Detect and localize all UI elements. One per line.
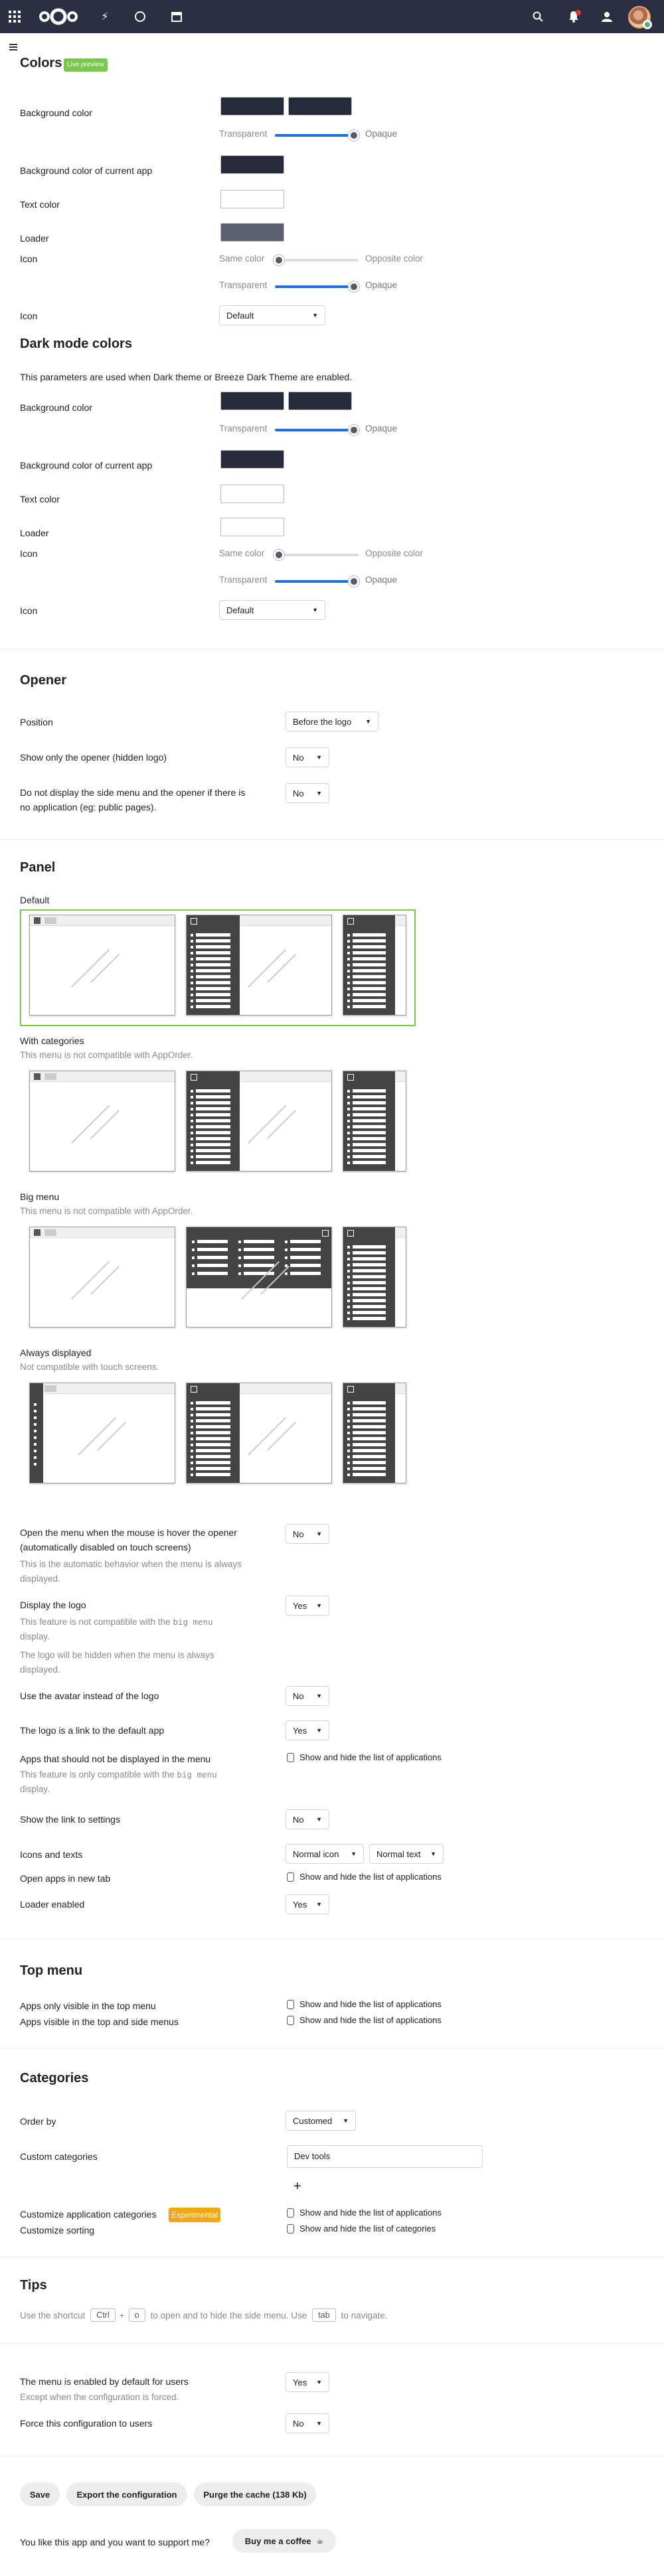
- notifications-bell-icon[interactable]: [566, 9, 582, 25]
- order-by-label: Order by: [20, 2116, 56, 2127]
- colors-title: Colors: [20, 56, 62, 70]
- display-logo-label: Display the logo: [20, 1600, 86, 1610]
- bg-current-app-swatch[interactable]: [220, 155, 284, 174]
- chevron-down-icon: ▼: [312, 607, 318, 613]
- chevron-down-icon: ▼: [316, 1531, 322, 1537]
- settings-link-select[interactable]: No ▼: [286, 1809, 329, 1829]
- categories-title: Categories: [20, 2071, 89, 2085]
- dark-icon-color-slider-handle[interactable]: [274, 550, 284, 560]
- display-logo-sub-2: The logo will be hidden when the menu is always: [20, 1650, 214, 1660]
- panel-always-label: Always displayed: [20, 1347, 92, 1358]
- panel-preview-always-open[interactable]: [186, 1383, 332, 1483]
- checkbox-icon: [287, 2000, 294, 2009]
- texts-select[interactable]: Normal text ▼: [369, 1844, 444, 1864]
- dark-loader-color-swatch[interactable]: [220, 518, 284, 536]
- dark-icon-color-slider[interactable]: [275, 554, 359, 556]
- search-icon[interactable]: [530, 9, 546, 25]
- o-key: o: [129, 2309, 145, 2322]
- custom-category-input[interactable]: Dev tools: [287, 2145, 483, 2168]
- checkbox-icon: [287, 2016, 294, 2025]
- chevron-down-icon: ▼: [351, 1851, 357, 1857]
- divider: [0, 2343, 664, 2344]
- only-top-label: Apps only visible in the top menu: [20, 2001, 156, 2011]
- panel-preview-big-desktop[interactable]: [29, 1227, 175, 1327]
- panel-big-menu-label: Big menu: [20, 1191, 60, 1202]
- avatar-logo-label: Use the avatar instead of the logo: [20, 1691, 159, 1701]
- force-config-label: Force this configuration to users: [20, 2418, 153, 2429]
- bg-color-swatch-2[interactable]: [288, 97, 352, 115]
- activity-icon[interactable]: ⚡: [101, 11, 109, 23]
- notification-dot-icon: [576, 10, 581, 15]
- tips-title: Tips: [20, 2278, 47, 2293]
- divider: [0, 839, 664, 840]
- side-menu-preview: [343, 1071, 395, 1171]
- dark-icon-style-label: Icon: [20, 605, 38, 616]
- side-menu-preview: [187, 1383, 240, 1483]
- dark-bg-current-app-label: Background color of current app: [20, 460, 153, 471]
- top-menu-title: Top menu: [20, 1963, 83, 1978]
- enabled-default-label: The menu is enabled by default for users: [20, 2376, 189, 2387]
- opaque-label: Opaque: [365, 129, 398, 139]
- panel-with-categories-label: With categories: [20, 1035, 84, 1046]
- hover-open-sub-2: displayed.: [20, 1574, 60, 1584]
- dark-same-color-label: Same color: [219, 548, 265, 558]
- no-side-menu-select[interactable]: No ▼: [286, 783, 329, 803]
- hamburger-toggle-icon[interactable]: [9, 44, 17, 50]
- side-menu-preview: [343, 915, 395, 1015]
- experimental-badge: Experimental: [169, 2208, 220, 2222]
- only-top-toggle[interactable]: Show and hide the list of applications: [287, 1999, 442, 2009]
- hover-open-label-1: Open the menu when the mouse is hover the opener: [20, 1527, 237, 1538]
- checkbox-icon: [287, 1872, 294, 1882]
- dark-icon-opacity-slider-handle[interactable]: [349, 576, 359, 587]
- transparent-label-2: Transparent: [219, 280, 268, 290]
- top-header: [0, 0, 664, 33]
- divider: [0, 2456, 664, 2457]
- panel-preview-always-mobile[interactable]: [343, 1383, 406, 1483]
- display-logo-sub-1: This feature is not compatible with the big menu: [20, 1617, 213, 1627]
- dark-mode-title: Dark mode colors: [20, 337, 132, 351]
- force-config-select[interactable]: No ▼: [286, 2413, 329, 2433]
- customize-sorting-toggle[interactable]: Show and hide the list of categories: [287, 2224, 436, 2234]
- panel-preview-categories-open[interactable]: [186, 1071, 332, 1172]
- avatar-logo-select[interactable]: No ▼: [286, 1686, 329, 1706]
- big-menu-code: big menu: [177, 1770, 217, 1780]
- panel-preview-categories-mobile[interactable]: [343, 1071, 406, 1172]
- chevron-down-icon: ▼: [316, 1816, 322, 1823]
- icon-style-select[interactable]: Default ▼: [219, 305, 325, 325]
- divider: [0, 649, 664, 650]
- status-online-icon: [643, 20, 652, 29]
- dark-opaque-label: Opaque: [365, 423, 398, 433]
- dark-icon-style-select[interactable]: Default ▼: [219, 600, 325, 620]
- enabled-default-select[interactable]: Yes ▼: [286, 2372, 329, 2392]
- dark-text-color-swatch[interactable]: [220, 485, 284, 503]
- icon-color-slider-handle[interactable]: [274, 255, 284, 265]
- enabled-default-sub: Except when the configuration is forced.: [20, 2392, 179, 2402]
- chevron-down-icon: ▼: [312, 312, 318, 319]
- chevron-down-icon: ▼: [316, 1693, 322, 1699]
- chevron-down-icon: ▼: [316, 1901, 322, 1908]
- dark-opaque-label-2: Opaque: [365, 575, 398, 585]
- loader-label: Loader: [20, 233, 49, 244]
- dark-bg-opacity-slider-handle[interactable]: [349, 425, 359, 435]
- divider: [0, 1938, 664, 1939]
- settings-link-label: Show the link to settings: [20, 1814, 120, 1825]
- panel-preview-big-open[interactable]: [186, 1227, 332, 1327]
- live-preview-badge: Live preview: [64, 58, 108, 72]
- checkbox-icon: [287, 2208, 294, 2218]
- icon-opacity-slider-handle[interactable]: [349, 281, 359, 292]
- purge-cache-button[interactable]: Purge the cache (138 Kb): [194, 2482, 316, 2506]
- tab-key: tab: [312, 2309, 335, 2322]
- top-side-toggle[interactable]: Show and hide the list of applications: [287, 2015, 442, 2025]
- app-menu-grid-icon[interactable]: [7, 9, 23, 25]
- save-button[interactable]: Save: [20, 2482, 60, 2506]
- position-label: Position: [20, 717, 53, 727]
- coffee-icon: ☕: [316, 2536, 324, 2545]
- buy-coffee-button[interactable]: Buy me a coffee ☕: [232, 2529, 336, 2553]
- bg-color-label: Background color: [20, 108, 92, 118]
- icons-texts-label: Icons and texts: [20, 1849, 83, 1860]
- dark-transparent-label-2: Transparent: [219, 575, 268, 585]
- chevron-down-icon: ▼: [316, 2379, 322, 2386]
- panel-preview-categories-desktop[interactable]: [29, 1071, 175, 1172]
- checkbox-icon: [287, 2224, 294, 2234]
- customize-sorting-label: Customize sorting: [20, 2225, 95, 2235]
- opener-title: Opener: [20, 673, 67, 688]
- dark-bg-color-swatch-2[interactable]: [288, 392, 352, 410]
- dark-transparent-label: Transparent: [219, 423, 268, 433]
- logo-link-label: The logo is a link to the default app: [20, 1725, 165, 1736]
- icon-style-label: Icon: [20, 311, 38, 321]
- text-color-swatch[interactable]: [220, 190, 284, 208]
- not-compat-apporder: This menu is not compatible with AppOrder.: [20, 1050, 193, 1060]
- contacts-icon[interactable]: [599, 9, 615, 25]
- chevron-down-icon: ▼: [430, 1851, 436, 1857]
- calendar-icon[interactable]: [169, 9, 185, 25]
- bg-current-app-label: Background color of current app: [20, 165, 153, 176]
- panel-preview-always-desktop[interactable]: [29, 1383, 175, 1483]
- loader-color-swatch[interactable]: [220, 223, 284, 242]
- icons-select[interactable]: Normal icon ▼: [286, 1844, 364, 1864]
- hidden-logo-select[interactable]: No ▼: [286, 747, 329, 767]
- chevron-down-icon: ▼: [316, 790, 322, 796]
- nextcloud-logo-icon[interactable]: [38, 7, 79, 27]
- panel-preview-default-open[interactable]: [186, 915, 332, 1016]
- panel-default-label: Default: [20, 895, 50, 905]
- order-by-select[interactable]: Customed ▼: [286, 2111, 356, 2131]
- side-menu-preview: [187, 1071, 240, 1171]
- hover-open-sub-1: This is the automatic behavior when the menu is always: [20, 1559, 242, 1569]
- bg-color-swatch-1[interactable]: [220, 97, 284, 115]
- display-logo-select[interactable]: Yes ▼: [286, 1596, 329, 1616]
- customize-apps-toggle[interactable]: Show and hide the list of applications: [287, 2208, 442, 2218]
- new-tab-toggle[interactable]: Show and hide the list of applications: [287, 1872, 442, 1882]
- panel-preview-default-mobile[interactable]: [343, 915, 406, 1016]
- side-menu-preview: [343, 1227, 395, 1327]
- text-color-label: Text color: [20, 199, 60, 210]
- hidden-apps-toggle[interactable]: Show and hide the list of applications: [287, 1752, 442, 1762]
- chevron-down-icon: ▼: [316, 754, 322, 761]
- ctrl-key: Ctrl: [90, 2309, 115, 2322]
- display-logo-sub-2b: displayed.: [20, 1665, 60, 1675]
- dark-bg-color-label: Background color: [20, 402, 92, 413]
- display-logo-sub-1b: display.: [20, 1631, 50, 1641]
- chevron-down-icon: ▼: [316, 1727, 322, 1734]
- transparent-label: Transparent: [219, 129, 268, 139]
- logo-link-select[interactable]: Yes ▼: [286, 1720, 329, 1740]
- chevron-down-icon: ▼: [365, 718, 371, 725]
- custom-categories-label: Custom categories: [20, 2151, 98, 2162]
- customize-apps-label: Customize application categories: [20, 2209, 157, 2220]
- dark-icon-label: Icon: [20, 548, 38, 559]
- icon-color-slider[interactable]: [275, 259, 359, 262]
- hidden-apps-label: Apps that should not be displayed in the menu: [20, 1754, 211, 1764]
- opaque-label-2: Opaque: [365, 280, 398, 290]
- opposite-color-label: Opposite color: [365, 254, 424, 264]
- dark-bg-current-app-swatch[interactable]: [220, 450, 284, 469]
- hidden-apps-sub-b: display.: [20, 1784, 50, 1794]
- top-side-label: Apps visible in the top and side menus: [20, 2016, 179, 2027]
- hover-open-select[interactable]: No ▼: [286, 1524, 329, 1544]
- big-menu-code: big menu: [173, 1617, 213, 1627]
- same-color-label: Same color: [219, 254, 265, 264]
- side-menu-preview: [187, 915, 240, 1015]
- loader-enabled-select[interactable]: Yes ▼: [286, 1894, 329, 1914]
- panel-preview-big-mobile[interactable]: [343, 1227, 406, 1327]
- add-category-button[interactable]: +: [293, 2179, 301, 2194]
- dark-text-color-label: Text color: [20, 494, 60, 504]
- hover-open-label-2: (automatically disabled on touch screens): [20, 1542, 191, 1553]
- dark-mode-desc: This parameters are used when Dark theme or Breeze Dark Theme are enabled.: [20, 372, 353, 382]
- export-config-button[interactable]: Export the configuration: [66, 2482, 187, 2506]
- dark-opposite-color-label: Opposite color: [365, 548, 424, 558]
- chevron-down-icon: ▼: [316, 1602, 322, 1609]
- icon-label: Icon: [20, 254, 38, 264]
- panel-preview-default-desktop[interactable]: [29, 915, 175, 1016]
- divider: [0, 2048, 664, 2049]
- tips-text: Use the shortcut Ctrl + o to open and to hide the side menu. Use tab to navigate.: [20, 2309, 387, 2322]
- hidden-logo-label: Show only the opener (hidden logo): [20, 752, 167, 763]
- not-compat-touch: Not compatible with touch screens.: [20, 1362, 159, 1372]
- talk-icon[interactable]: [132, 9, 148, 25]
- panel-title: Panel: [20, 860, 56, 875]
- hidden-apps-sub: This feature is only compatible with the big menu: [20, 1770, 217, 1780]
- chevron-down-icon: ▼: [316, 2420, 322, 2427]
- dark-bg-color-swatch-1[interactable]: [220, 392, 284, 410]
- support-text: You like this app and you want to support me?: [20, 2537, 210, 2547]
- position-select[interactable]: Before the logo ▼: [286, 712, 378, 731]
- not-compat-apporder-2: This menu is not compatible with AppOrder.: [20, 1206, 193, 1216]
- new-tab-label: Open apps in new tab: [20, 1873, 111, 1884]
- side-menu-preview: [343, 1383, 395, 1483]
- no-side-menu-label-2: no application (eg: public pages).: [20, 802, 157, 812]
- no-side-menu-label-1: Do not display the side menu and the opener if there is: [20, 787, 246, 798]
- dark-loader-label: Loader: [20, 528, 49, 538]
- bg-opacity-slider-handle[interactable]: [349, 130, 359, 141]
- chevron-down-icon: ▼: [343, 2117, 349, 2124]
- loader-enabled-label: Loader enabled: [20, 1899, 85, 1910]
- checkbox-icon: [287, 1753, 294, 1762]
